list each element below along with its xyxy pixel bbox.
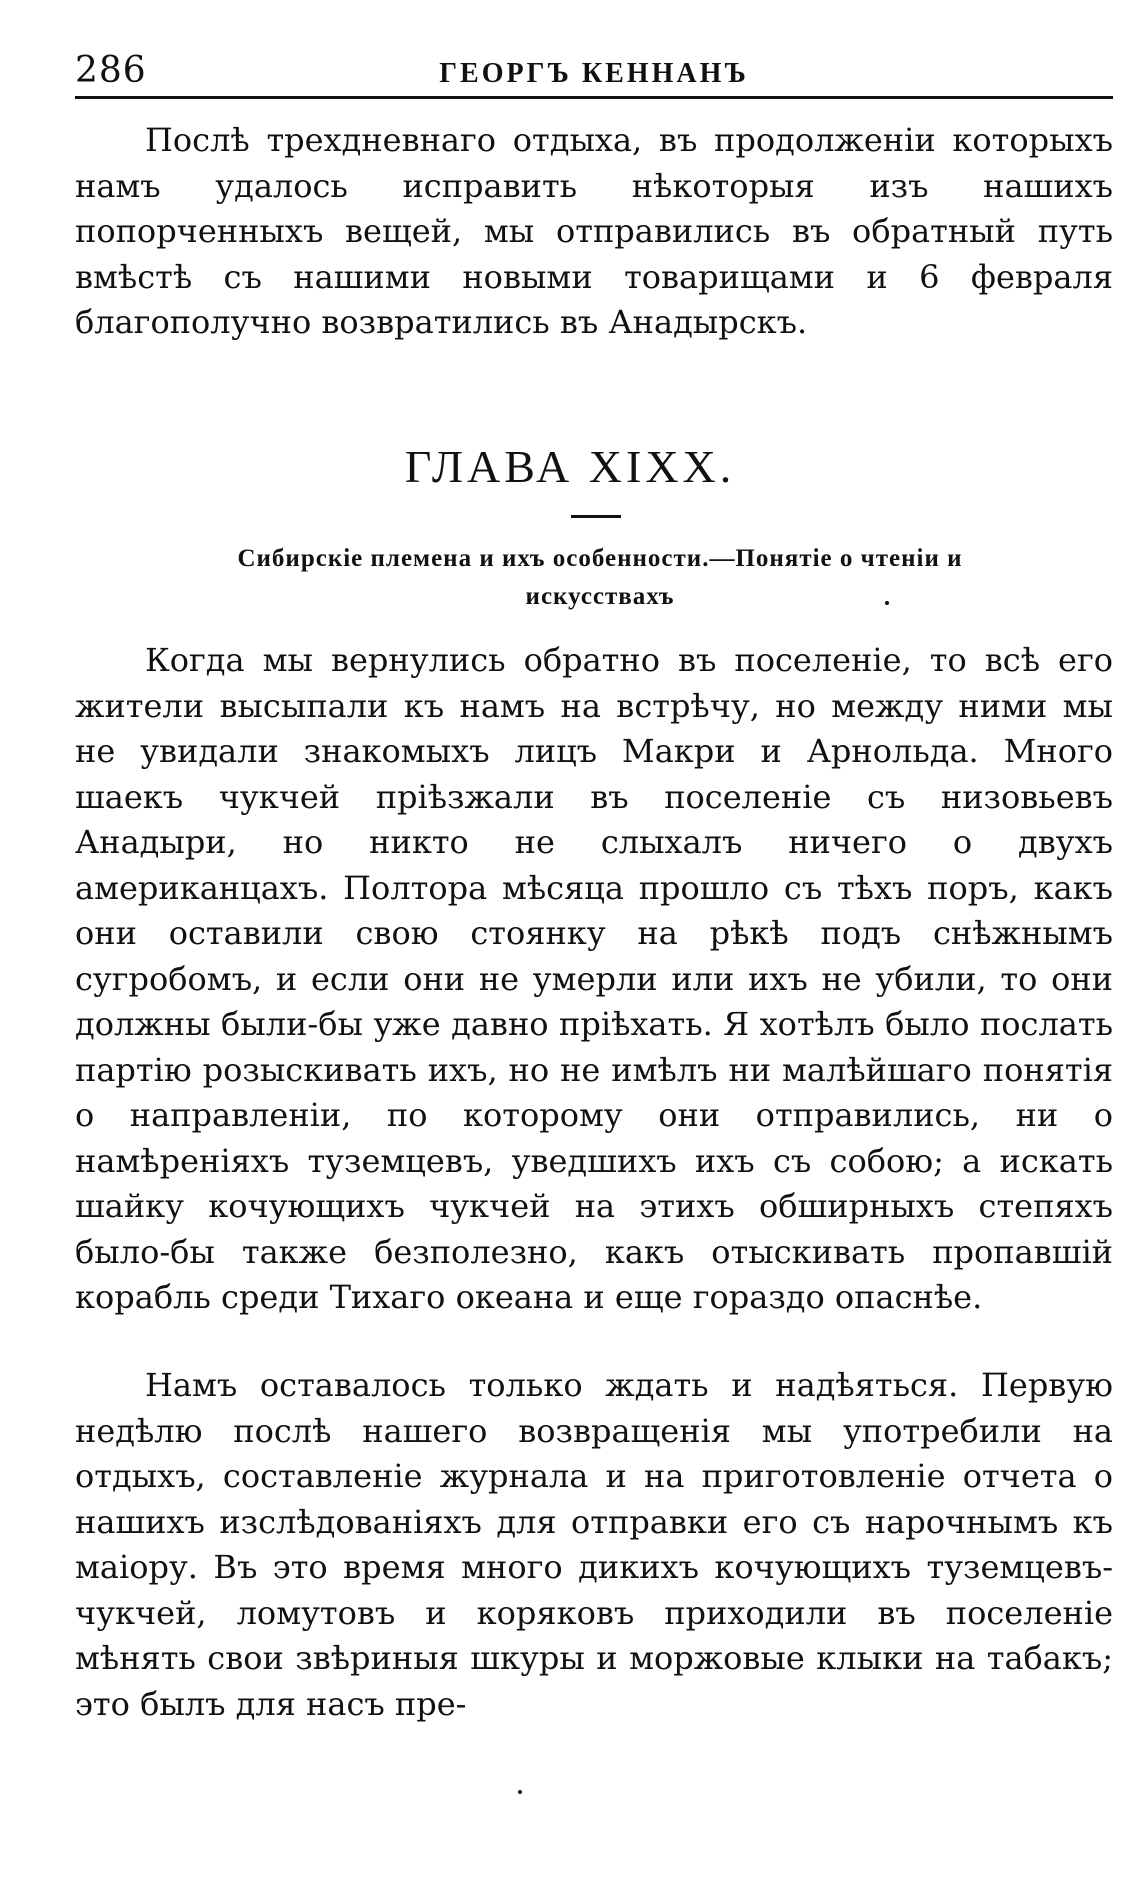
paragraph-2: Когда мы вернулись обратно въ поселеніе, то всѣ его жители высыпали къ намъ на встрѣчу, но между ними мы не увидали знакомыхъ лицъ Макри и Арнольда. Много шаекъ чукчей пріѣзжали въ поселеніе съ низовьевъ Анадыри, но никто не слыхалъ ничего о двухъ американцахъ. Полтора мѣсяца прошло съ тѣхъ поръ, какъ они оставили свою стоянку на рѣкѣ подъ снѣжнымъ сугробомъ, и если они не умерли или ихъ не убили, то они должны были-бы уже давно пріѣхать. Я хотѣлъ было послать партію розыскивать ихъ, но не имѣлъ ни малѣйшаго понятія о направленіи, по которому они отправились, ни о намѣреніяхъ туземцевъ, уведшихъ ихъ съ собою; а искать шайку кочующихъ чукчей на этихъ обширныхъ степяхъ было-бы также безполезно, какъ отыскивать пропавшій корабль среди Тихаго океана и еще гораздо опаснѣе. [75, 641, 1113, 1316]
paragraph-3: Намъ оставалось только ждать и надѣяться. Первую недѣлю послѣ нашего возвращенія мы употребили на отдыхъ, составленіе журнала и на приготовленіе отчета о нашихъ изслѣдованіяхъ для отправки его съ нарочнымъ къ маіору. Въ это время много дикихъ кочующихъ туземцевъ-чукчей, ломутовъ и коряковъ приходили въ поселеніе мѣнять свои звѣриныя шкуры и моржовые клыки на табакъ; это былъ для насъ пре- [75, 1366, 1113, 1723]
running-title: ГЕОРГЪ КЕННАНЪ [439, 58, 749, 89]
running-header [75, 44, 1113, 99]
chapter-subtitle: Сибирскіе племена и ихъ особенности.—Понятіе о чтеніи и искусствахъ [237, 545, 963, 610]
print-speck [518, 1790, 522, 1794]
chapter-title: ГЛАВА XIXX. [404, 441, 736, 492]
print-speck [885, 601, 889, 605]
paragraph-1: Послѣ трехдневнаго отдыха, въ продолженіи которыхъ намъ удалось исправить нѣкоторыя изъ нашихъ попорченныхъ вещей, мы отправились въ обратный путь вмѣстѣ съ нашими новыми товарищами и 6 февраля благополучно возвратились въ Анадырскъ. [75, 121, 1113, 341]
page-number: 286 [75, 50, 147, 91]
chapter-rule [571, 515, 621, 518]
